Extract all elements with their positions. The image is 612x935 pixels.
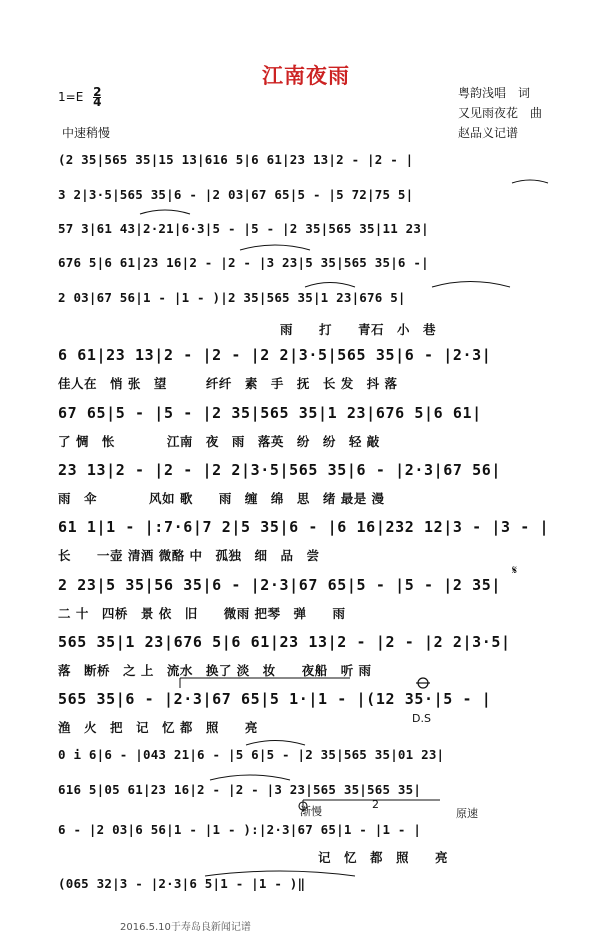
score-line: 6 61|23 13|2 - |2 - |2 2|3·5|565 35|6 - |2·3| — [58, 346, 492, 364]
lyric-line: 雨 伞 风如 歌 雨 缠 绵 思 绪 最是 漫 — [58, 491, 385, 506]
tempo-original-mark: 原速 — [456, 807, 478, 820]
score-line: 2 23|5 35|56 35|6 - |2·3|67 65|5 - |5 - |2 35| — [58, 576, 502, 594]
score-line: 23 13|2 - |2 - |2 2|3·5|565 35|6 - |2·3|67 56| — [58, 461, 502, 479]
volta-number: 2 — [372, 798, 379, 811]
ds-mark: D.S — [412, 712, 431, 725]
slur — [140, 210, 190, 214]
lyric-line: 落 断桥 之 上 流水 换了 淡 妆 夜船 听 雨 — [58, 663, 372, 678]
score-line: 61 1|1 - |:7·6|7 2|5 35|6 - |6 16|232 12|3 - |3 - | — [58, 518, 550, 536]
score-line: 565 35|1 23|676 5|6 61|23 13|2 - |2 - |2 2|3·5| — [58, 633, 511, 651]
score-line: 0 i 6|6 - |043 21|6 - |5 6|5 - |2 35|565 35|01 23| — [58, 747, 445, 762]
lyric-line: 记 忆 都 照 亮 — [318, 850, 449, 865]
score-line: 565 35|6 - |2·3|67 65|5 1·|1 - |(12 35·|5 - | — [58, 690, 492, 708]
transcriber-credit: 赵品义记谱 — [458, 126, 519, 140]
time-top: 2 — [93, 85, 102, 99]
score-line: 676 5|6 61|23 16|2 - |2 - |3 23|5 35|565 35|6 -| — [58, 255, 429, 270]
score-line: (065 32|3 - |2·3|6 5|1 - |1 - )‖ — [58, 876, 306, 891]
score-line: 67 65|5 - |5 - |2 35|565 35|1 23|676 5|6 61| — [58, 404, 482, 422]
lyricist-credit: 粤韵浅唱 词 — [458, 86, 531, 100]
slur — [512, 180, 548, 183]
score-line: 616 5|05 61|23 16|2 - |2 - |3 23|565 35|565 35| — [58, 782, 422, 797]
score-line: 3 2|3·5|565 35|6 - |2 03|67 65|5 - |5 72|75 5| — [58, 187, 414, 202]
score-line: (2 35|565 35|15 13|616 5|6 61|23 13|2 - |2 - | — [58, 152, 414, 167]
composer-credit: 又见雨夜花 曲 — [458, 106, 543, 120]
time-bottom: 4 — [93, 95, 102, 109]
segno-sign: 𝄋 — [512, 563, 518, 577]
footer-watermark: 2016.5.10于寿岛良新闻记谱 — [120, 922, 251, 933]
slur — [432, 282, 510, 288]
lyric-line: 长 一壶 清酒 微酪 中 孤独 细 品 尝 — [58, 548, 320, 563]
slur — [240, 245, 310, 250]
score-line: 57 3|61 43|2·21|6·3|5 - |5 - |2 35|565 35|11 23| — [58, 221, 429, 236]
score-line: 6 - |2 03|6 56|1 - |1 - ):|2·3|67 65|1 - |1 - | — [58, 822, 422, 837]
song-title: 江南夜雨 — [262, 64, 350, 88]
score-line: 2 03|67 56|1 - |1 - )|2 35|565 35|1 23|676 5| — [58, 290, 406, 305]
lyric-line: 渔 火 把 记 忆 都 照 亮 — [58, 720, 258, 735]
slur — [246, 741, 305, 746]
lyric-line: 雨 打 青石 小 巷 — [280, 322, 437, 337]
slur — [210, 775, 290, 780]
lyric-line: 二 十 四桥 景 依 旧 微雨 把琴 弹 雨 — [58, 606, 346, 621]
lyric-line: 佳人在 悄 张 望 纤纤 素 手 抚 长 发 抖 落 — [58, 376, 398, 391]
slur — [305, 283, 355, 288]
key-label: 1=E — [58, 90, 84, 104]
lyric-line: 了 惆 怅 江南 夜 雨 落英 纷 纷 轻 敲 — [58, 434, 380, 449]
slur — [205, 871, 355, 876]
tempo-slow-mark: 渐慢 — [300, 805, 322, 818]
tempo-marking: 中速稍慢 — [62, 126, 111, 140]
